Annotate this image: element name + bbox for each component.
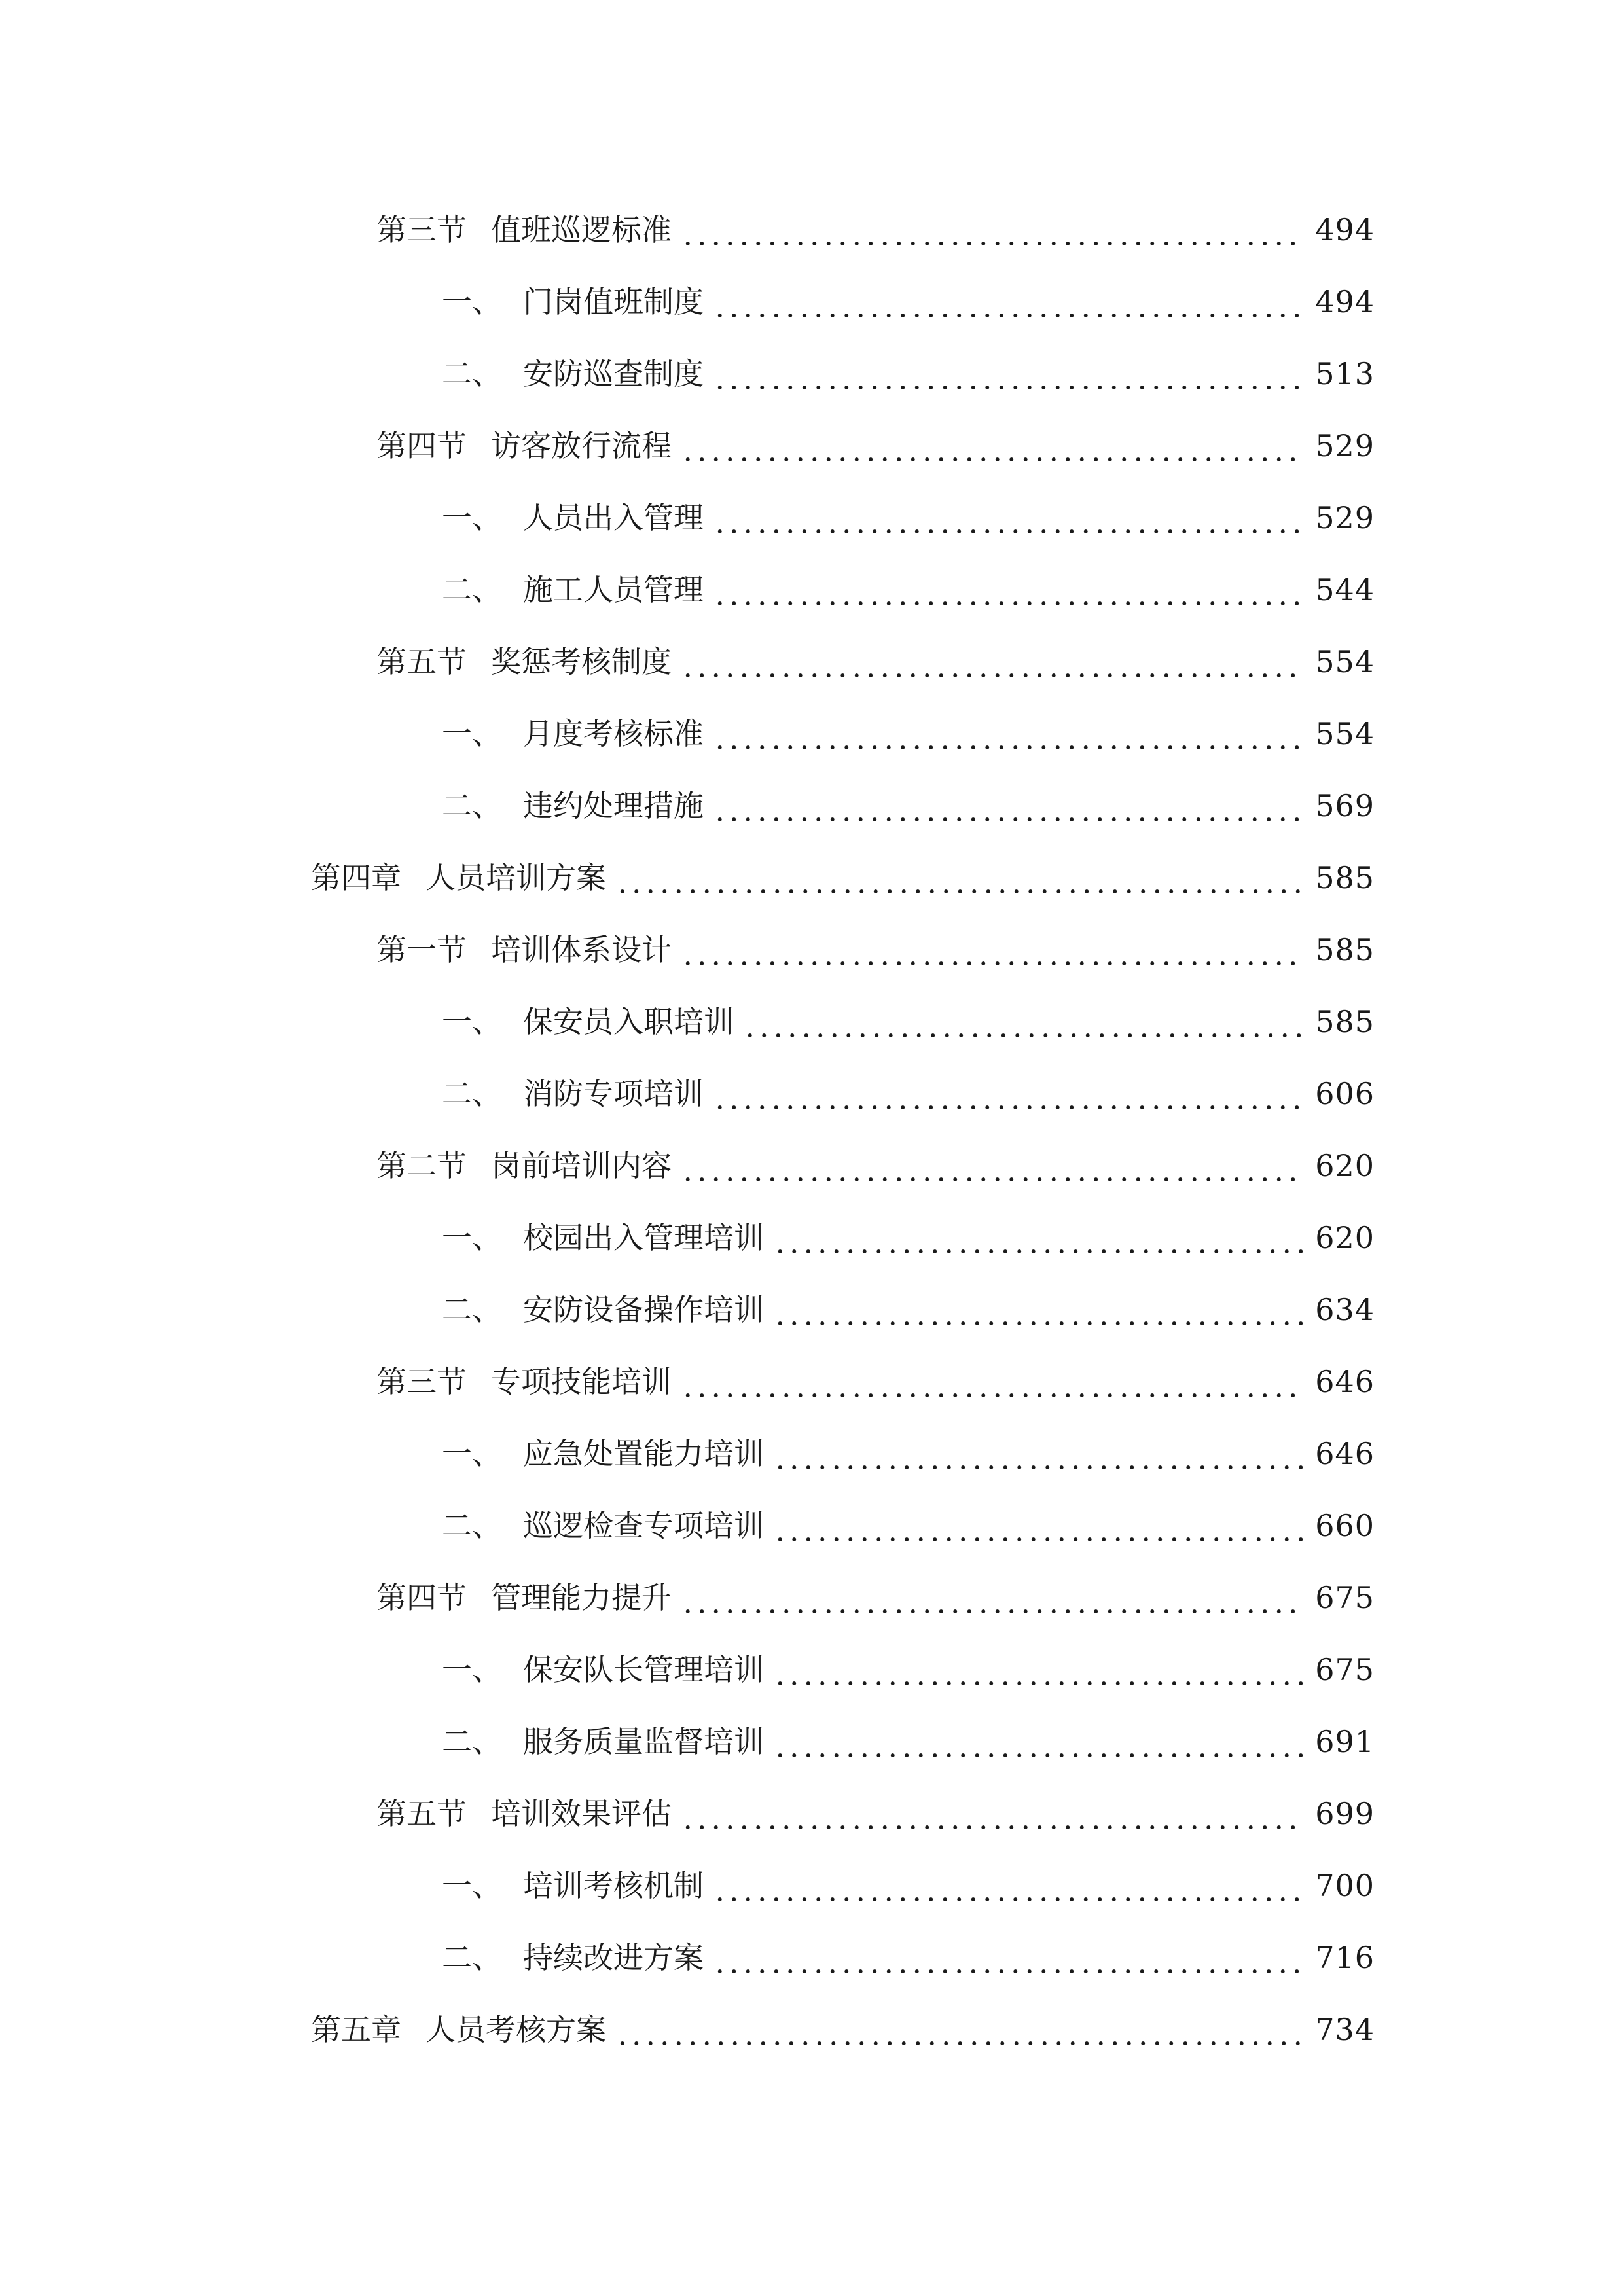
toc-entry-section[interactable] [376,1355,1375,1408]
toc-entry-subsection[interactable] [442,1427,1375,1480]
toc-entry-subsection[interactable] [442,1067,1375,1120]
toc-entry-number: 二、 [442,1076,502,1111]
toc-entry-subsection[interactable] [442,708,1375,760]
toc-dot-leader [681,1355,1303,1408]
toc-entry-number: 第五节 [376,644,467,679]
toc-entry-title: 人员出入管理 [523,500,704,535]
toc-entry-number: 二、 [442,1940,502,1975]
toc-entry-label [311,2003,606,2056]
toc-dot-leader [681,1571,1303,1624]
toc-dot-leader [681,1787,1303,1840]
toc-entry-label [442,1283,764,1336]
toc-entry-label [376,1571,672,1624]
toc-entry-label [442,1643,764,1696]
toc-entry-subsection[interactable] [442,1859,1375,1912]
toc-entry-subsection[interactable] [442,276,1375,328]
toc-entry-label [442,708,704,760]
toc-dot-leader [713,564,1303,616]
toc-entry-section[interactable] [376,1139,1375,1192]
toc-entry-number: 二、 [442,572,502,607]
toc-dot-leader [773,1643,1303,1696]
toc-page-number: 554 [1315,716,1375,751]
toc-page-number: 646 [1315,1436,1375,1471]
toc-entry-title: 违约处理措施 [523,788,704,823]
toc-entry-subsection[interactable] [442,1643,1375,1696]
toc-page-number: 606 [1315,1076,1375,1111]
toc-dot-leader [743,996,1303,1048]
toc-entry-subsection[interactable] [442,1211,1375,1264]
toc-entry-number: 二、 [442,1508,502,1543]
toc-entry-title: 培训体系设计 [491,932,672,967]
toc-entry-label [376,204,672,256]
toc-entry-number: 第五章 [311,2012,401,2047]
toc-entry-title: 奖惩考核制度 [491,644,672,679]
toc-entry-number: 一、 [442,1220,502,1255]
toc-dot-leader [713,1859,1303,1912]
toc-dot-leader [713,492,1303,544]
toc-page-number: 660 [1315,1508,1375,1543]
toc-page-number: 585 [1315,1004,1375,1039]
toc-dot-leader [713,780,1303,832]
toc-entry-subsection[interactable] [442,1283,1375,1336]
toc-entry-title: 值班巡逻标准 [491,212,672,247]
toc-page-number: 620 [1315,1148,1375,1183]
toc-page-number: 699 [1315,1796,1375,1831]
toc-entry-label [442,996,734,1048]
toc-entry-section[interactable] [376,204,1375,256]
toc-entry-subsection[interactable] [442,564,1375,616]
toc-entry-number: 第一节 [376,932,467,967]
toc-entry-number: 第二节 [376,1148,467,1183]
toc-entry-section[interactable] [376,924,1375,976]
toc-entry-title: 岗前培训内容 [491,1148,672,1183]
toc-page-number: 529 [1315,500,1375,535]
toc-entry-number: 一、 [442,1652,502,1687]
toc-dot-leader [681,924,1303,976]
toc-entry-title: 服务质量监督培训 [523,1724,764,1759]
toc-entry-section[interactable] [376,1787,1375,1840]
toc-page-number: 554 [1315,644,1375,679]
toc-entry-number: 二、 [442,788,502,823]
toc-entry-title: 培训考核机制 [523,1868,704,1903]
toc-entry-number: 二、 [442,1292,502,1327]
toc-entry-title: 保安员入职培训 [523,1004,734,1039]
toc-dot-leader [713,1067,1303,1120]
toc-entry-number: 第四节 [376,428,467,463]
toc-page-number: 620 [1315,1220,1375,1255]
toc-entry-chapter[interactable] [311,852,1375,904]
toc-entry-title: 人员考核方案 [425,2012,606,2047]
toc-page-number: 691 [1315,1724,1375,1759]
toc-entry-title: 管理能力提升 [491,1580,672,1615]
toc-entry-label [442,1715,764,1768]
toc-entry-title: 巡逻检查专项培训 [523,1508,764,1543]
toc-entry-title: 安防设备操作培训 [523,1292,764,1327]
toc-entry-title: 保安队长管理培训 [523,1652,764,1687]
toc-page-number: 585 [1315,860,1375,895]
toc-dot-leader [773,1427,1303,1480]
toc-entry-subsection[interactable] [442,780,1375,832]
toc-entry-label [442,1499,764,1552]
toc-page-number: 585 [1315,932,1375,967]
toc-entry-title: 培训效果评估 [491,1796,672,1831]
toc-entry-label [442,1427,764,1480]
toc-entry-number: 第五节 [376,1796,467,1831]
toc-entry-label [376,1139,672,1192]
toc-entry-label [442,492,704,544]
toc-entry-number: 一、 [442,284,502,319]
toc-entry-label [442,348,704,400]
toc-entry-label [442,780,704,832]
toc-entry-title: 专项技能培训 [491,1364,672,1399]
toc-page-number: 544 [1315,572,1375,607]
toc-entry-number: 第三节 [376,1364,467,1399]
toc-dot-leader [773,1283,1303,1336]
toc-entry-chapter[interactable] [311,2003,1375,2056]
toc-dot-leader [773,1499,1303,1552]
toc-page-number: 675 [1315,1580,1375,1615]
toc-dot-leader [615,2003,1303,2056]
toc-entry-subsection[interactable] [442,1931,1375,1984]
toc-entry-title: 消防专项培训 [523,1076,704,1111]
toc-dot-leader [713,1931,1303,1984]
toc-entry-label [376,636,672,688]
toc-entry-number: 一、 [442,1868,502,1903]
toc-entry-label [311,852,606,904]
toc-page-number: 494 [1315,284,1375,319]
toc-dot-leader [681,636,1303,688]
toc-entry-number: 一、 [442,1436,502,1471]
toc-page-number: 675 [1315,1652,1375,1687]
toc-entry-number: 二、 [442,356,502,391]
toc-entry-label [442,564,704,616]
toc-dot-leader [713,708,1303,760]
toc-entry-title: 持续改进方案 [523,1940,704,1975]
toc-entry-label [442,1211,764,1264]
toc-page-number: 513 [1315,356,1375,391]
toc-entry-section[interactable] [376,1571,1375,1624]
toc-entry-label [376,1787,672,1840]
toc-entry-section[interactable] [376,636,1375,688]
toc-entry-subsection[interactable] [442,996,1375,1048]
toc-entry-title: 校园出入管理培训 [523,1220,764,1255]
toc-dot-leader [713,276,1303,328]
toc-dot-leader [773,1715,1303,1768]
toc-entry-number: 二、 [442,1724,502,1759]
toc-page-number: 646 [1315,1364,1375,1399]
toc-entry-title: 人员培训方案 [425,860,606,895]
toc-dot-leader [615,852,1303,904]
toc-entry-label [442,1067,704,1120]
toc-entry-subsection[interactable] [442,1499,1375,1552]
toc-entry-number: 第三节 [376,212,467,247]
toc-entry-title: 访客放行流程 [491,428,672,463]
toc-entry-title: 安防巡查制度 [523,356,704,391]
toc-entry-number: 第四节 [376,1580,467,1615]
toc-entry-title: 门岗值班制度 [523,284,704,319]
toc-page-number: 716 [1315,1940,1375,1975]
toc-page-number: 569 [1315,788,1375,823]
toc-page-number: 529 [1315,428,1375,463]
toc-entry-title: 应急处置能力培训 [523,1436,764,1471]
toc-entry-section[interactable] [376,420,1375,472]
toc-entry-label [376,420,672,472]
toc-entry-label [442,276,704,328]
toc-page-number: 494 [1315,212,1375,247]
toc-dot-leader [681,420,1303,472]
toc-entry-subsection[interactable] [442,348,1375,400]
toc-page-number: 700 [1315,1868,1375,1903]
toc-entry-label [442,1931,704,1984]
toc-entry-label [376,1355,672,1408]
toc-entry-subsection[interactable] [442,1715,1375,1768]
toc-entry-number: 一、 [442,716,502,751]
toc-page-number: 634 [1315,1292,1375,1327]
toc-dot-leader [773,1211,1303,1264]
toc-entry-subsection[interactable] [442,492,1375,544]
toc-entry-number: 一、 [442,1004,502,1039]
toc-entry-number: 一、 [442,500,502,535]
toc-dot-leader [713,348,1303,400]
toc-entry-label [442,1859,704,1912]
toc-page-number: 734 [1315,2012,1375,2047]
toc-entry-label [376,924,672,976]
toc-entry-title: 月度考核标准 [523,716,704,751]
toc-entry-title: 施工人员管理 [523,572,704,607]
toc-entry-number: 第四章 [311,860,401,895]
toc-dot-leader [681,1139,1303,1192]
toc-dot-leader [681,204,1303,256]
